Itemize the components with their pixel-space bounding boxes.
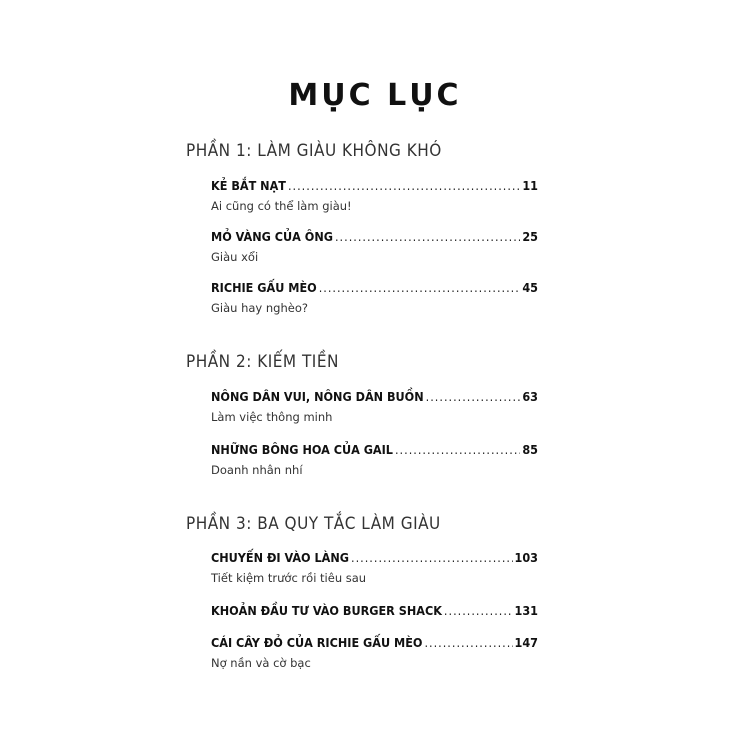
dot-leader [444, 603, 513, 618]
entry-subtitle: Làm việc thông minh [211, 410, 333, 424]
entry-subtitle: Nợ nần và cờ bạc [211, 656, 311, 670]
entry-title: CHUYẾN ĐI VÀO LÀNG [211, 550, 350, 565]
dot-leader [288, 178, 520, 193]
part-3-heading: PHẦN 3: BA QUY TẮC LÀM GIÀU [186, 514, 441, 534]
entry-subtitle: Tiết kiệm trước rồi tiêu sau [211, 571, 367, 585]
dot-leader [424, 635, 512, 650]
entry-title: CÁI CÂY ĐỎ CỦA RICHIE GẤU MÈO [211, 635, 423, 650]
dot-leader [319, 280, 521, 295]
dot-leader [426, 389, 521, 404]
toc-entry[interactable] [211, 603, 538, 618]
page-number: 11 [522, 178, 538, 193]
entry-subtitle: Giàu xổi [211, 250, 259, 264]
entry-title: KHOẢN ĐẦU TƯ VÀO BURGER SHACK [211, 603, 442, 618]
page-number: 85 [522, 442, 538, 457]
toc-entry[interactable] [211, 635, 538, 670]
entry-title: MỎ VÀNG CỦA ÔNG [211, 229, 333, 244]
entry-subtitle: Doanh nhân nhí [211, 463, 303, 477]
toc-entry[interactable] [211, 442, 538, 477]
part-1-heading: PHẦN 1: LÀM GIÀU KHÔNG KHÓ [186, 141, 442, 161]
toc-entry[interactable] [211, 550, 538, 585]
page-number: 147 [514, 635, 538, 650]
toc-entry[interactable] [211, 389, 538, 424]
entry-title: NÔNG DÂN VUI, NÔNG DÂN BUỒN [211, 389, 424, 404]
dot-leader [335, 229, 520, 244]
page-number: 131 [514, 603, 538, 618]
page-number: 63 [522, 389, 538, 404]
toc-entry[interactable] [211, 280, 538, 315]
page-number: 25 [522, 229, 538, 244]
entry-subtitle: Ai cũng có thể làm giàu! [211, 199, 352, 213]
toc-entry[interactable] [211, 229, 538, 264]
page-number: 45 [522, 280, 538, 295]
dot-leader [395, 442, 520, 457]
entry-title: KẺ BẮT NẠT [211, 178, 286, 193]
entry-subtitle: Giàu hay nghèo? [211, 301, 308, 315]
page-title: MỤC LỤC [288, 78, 462, 113]
toc-entry[interactable] [211, 178, 538, 213]
entry-title: RICHIE GẤU MÈO [211, 280, 317, 295]
part-2-heading: PHẦN 2: KIẾM TIỀN [186, 352, 339, 372]
dot-leader [351, 550, 513, 565]
page-number: 103 [514, 550, 538, 565]
entry-title: NHỮNG BÔNG HOA CỦA GAIL [211, 442, 393, 457]
